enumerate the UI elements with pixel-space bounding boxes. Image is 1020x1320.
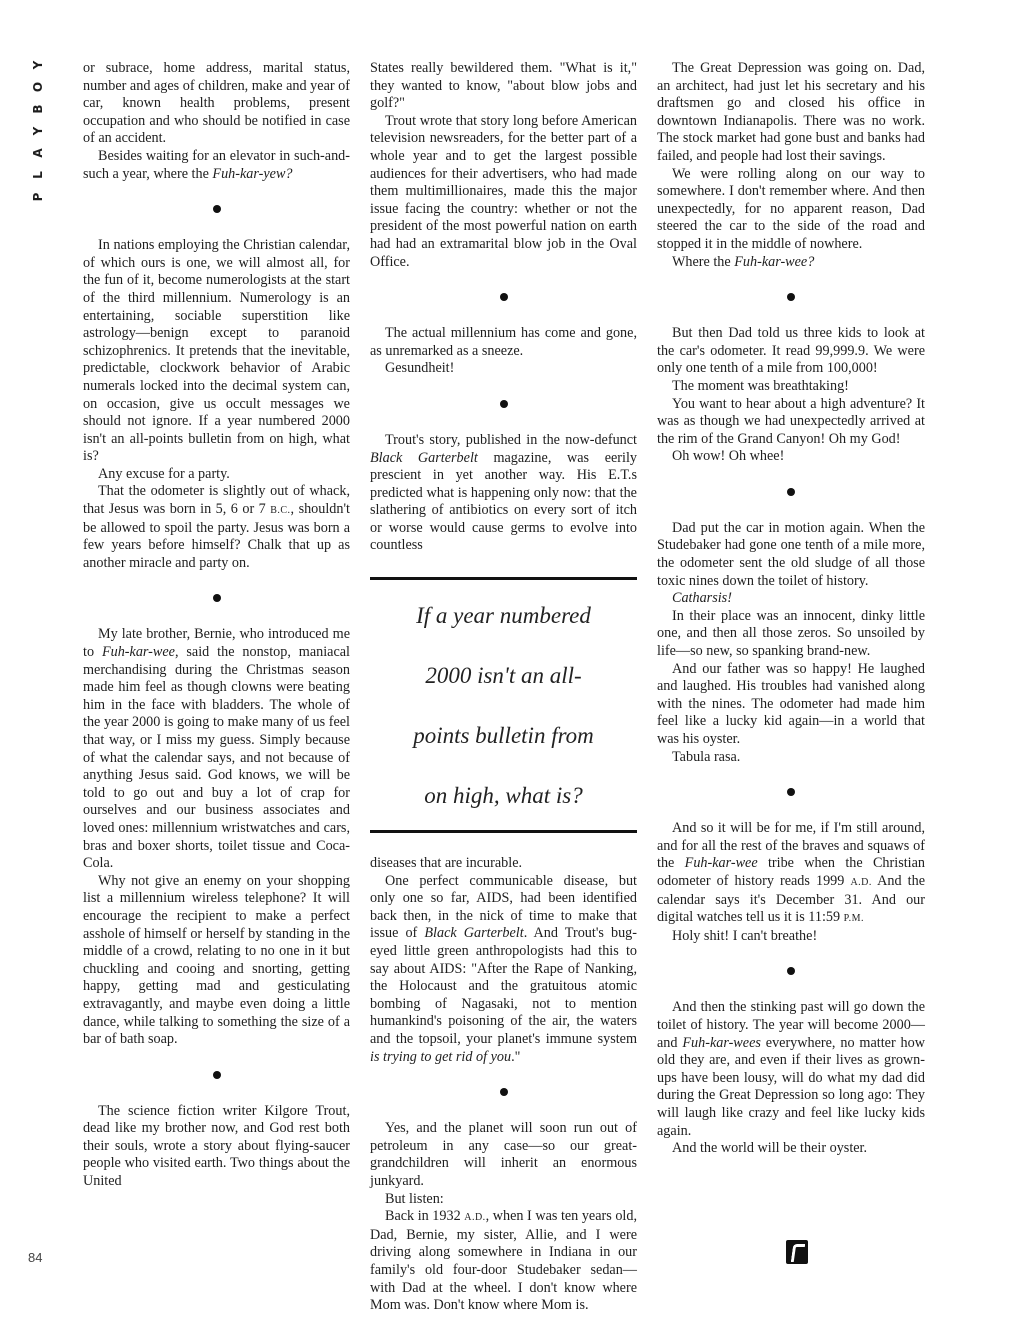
paragraph: Catharsis! <box>672 590 732 607</box>
running-head-letter: Y <box>31 60 45 70</box>
paragraph: Yes, and the planet will soon run out of petroleum in any case—so our great-grandchildren will inherit an enormous junkyard. <box>370 1120 637 1189</box>
pull-quote-line: 2000 isn't an all- <box>425 663 582 689</box>
running-head-letter: O <box>31 81 45 93</box>
paragraph: Back in 1932 A.D., when I was ten years old, Dad, Bernie, my sister, Allie, and I were driving along somewhere in Indiana in our family's old four-door Studebaker sedan—with Dad at the wheel. I don't know where Mom was. Don't know where Mom is. <box>370 1208 637 1314</box>
paragraph: Oh wow! Oh whee! <box>672 448 785 465</box>
paragraph: Tabula rasa. <box>672 748 741 765</box>
page-number: 84 <box>28 1250 43 1265</box>
paragraph: And then the stinking past will go down the toilet of history. The year will become 2000—and Fuh-kar-wees everywhere, no matter how old they are, and even if their lives as grown-ups have been lousy, will do what my dad did during the Great Depression so long ago: They will laugh like crazy and feel like lucky kids again. <box>657 999 925 1139</box>
paragraph: Besides waiting for an elevator in such-and-such a year, where the Fuh-kar-yew? <box>83 147 350 182</box>
running-head <box>26 58 46 218</box>
paragraph: Where the Fuh-kar-wee? <box>672 253 815 270</box>
section-bullet <box>657 766 925 820</box>
paragraph: That the odometer is slightly out of whack, that Jesus was born in 5, 6 or 7 B.C., shouldn't be allowed to spoil the party. Jesus was born a few years before himself? Chalk that up as another miracle and party on. <box>83 483 350 571</box>
column-1 <box>83 60 350 1191</box>
paragraph: And so it will be for me, if I'm still around, and for all the rest of the braves and squaws of the Fuh-kar-wee tribe when the Christian odometer of history reads 1999 A.D. And the calendar says it's December 31. And our digital watches tell us it is 11:59 P.M. <box>657 820 925 926</box>
section-bullet <box>370 378 637 432</box>
paragraph: Holy shit! I can't breathe! <box>672 927 818 944</box>
paragraph: In their place was an innocent, dinky little one, and then all those zeros. So unsoiled by life—so new, so spanking brand-new. <box>657 607 925 660</box>
running-head-letter: L <box>31 171 45 179</box>
paragraph: diseases that are incurable. <box>370 855 523 872</box>
paragraph: And our father was so happy! He laughed and laughed. His troubles had vanished along with the nines. The odometer had made him feel like a lucky kid again—in a world that was his oyster. <box>657 660 925 747</box>
paragraph: In nations employing the Christian calendar, of which ours is one, we will almost all, for the fun of it, become numerologists at the start of the third millennium. Numerology is an entertaining, sociable superstition like astrology—benign except to paranoid schizophrenics. It pretends that the inevitable, predictable, clockwork behavior of Arabic numerals locked into the decimal system can, on occasion, give us occult messages we should not ignore. If a year numbered 2000 isn't an all-points bulletin from on high, what is? <box>83 237 350 465</box>
paragraph: The moment was breathtaking! <box>672 377 849 394</box>
column-3 <box>657 60 925 1158</box>
paragraph: or subrace, home address, marital status, number and ages of children, make and year of car, known health problems, present occupation and who should be notified in case of an accident. <box>83 60 350 147</box>
paragraph: But then Dad told us three kids to look at the car's odometer. It read 99,999.9. We were only one tenth of a mile from 100,000! <box>657 325 925 377</box>
section-bullet <box>83 1049 350 1103</box>
section-bullet <box>83 572 350 626</box>
paragraph: The Great Depression was going on. Dad, an architect, had just let his secretary and his draftsmen go and closed his office in downtown Indianapolis. There was no work. The stock market had gone bust and banks had failed, and people had lost their savings. <box>657 60 925 164</box>
paragraph: Dad put the car in motion again. When the Studebaker had gone one tenth of a mile more, the odometer sent the old sludge of all those toxic nines down the toilet of history. <box>657 519 925 589</box>
pull-quote <box>370 577 637 833</box>
paragraph: One perfect communicable disease, but only one so far, AIDS, had been identified back then, in the nick of time to make that issue of Black Garterbelt. And Trout's bug-eyed little green anthropologists had this to say about AIDS: "After the Rape of Nanking, the Holocaust and the gratuitous atomic bombing of Nagasaki, not to mention humankind's poisoning of the air, the waters and the topsoil, your planet's immune system is trying to get rid of you." <box>370 872 638 1065</box>
running-head-letter: B <box>31 104 45 114</box>
paragraph: The actual millennium has come and gone, as unremarked as a sneeze. <box>370 325 637 359</box>
paragraph: Gesundheit! <box>385 360 455 377</box>
pull-quote-line: points bulletin from <box>413 723 594 749</box>
section-bullet <box>657 466 925 520</box>
running-head-letter: P <box>31 192 45 202</box>
paragraph: Trout wrote that story long before American television newsreaders, for the better part of a whole year and to get the largest possible audiences for their advertisers, who had made them multimillionaires, made this the major issue facing the country: whether or not the president of the most powerful nation on earth had had an extramarital blow job in the Oval Office. <box>370 112 637 270</box>
pull-quote-line: on high, what is? <box>424 783 583 809</box>
section-bullet <box>83 183 350 237</box>
paragraph: And the world will be their oyster. <box>672 1140 868 1157</box>
section-bullet <box>657 271 925 325</box>
pull-quote-line: If a year numbered <box>416 603 591 629</box>
paragraph: We were rolling along on our way to somewhere. I don't remember where. And then unexpectedly, for no apparent reason, Dad steered the car to the side of the road and stopped it in the middle of nowhere. <box>657 165 925 252</box>
paragraph: My late brother, Bernie, who introduced me to Fuh-kar-wee, said the nonstop, maniacal merchandising during the Christmas season made him feel as though clowns were beating him in the face with bladders. The whole of the year 2000 is going to make many of us feel that way, or I miss my guess. Simply because of what the calendar says, and not because of anything Jesus said. God knows, we will be told to go out and buy a lot of crap for ourselves and our business associates and loved ones: millennium wristwatches and cars, bras and boxer shorts, toilet tissue and Coca-Cola. <box>83 626 350 872</box>
section-bullet <box>657 945 925 999</box>
paragraph: But listen: <box>385 1190 444 1207</box>
running-head-letter: Y <box>31 126 45 136</box>
paragraph: Why not give an enemy on your shopping list a millennium wireless telephone? It will encourage the recipient to make a perfect asshole of himself or herself by standing in the middle of a crowd, relating to no one in it but chuckling and cooing and snorting, getting happy, getting mad and gesticulating extravagantly, and maybe even doing a little dance, while talking to something the size of a bar of bath soap. <box>83 872 350 1048</box>
paragraph: The science fiction writer Kilgore Trout, dead like my brother now, and God rest both their souls, wrote a story about flying-saucer people who visited earth. Two things about the United <box>83 1102 350 1190</box>
paragraph: Any excuse for a party. <box>98 465 230 482</box>
section-bullet <box>370 271 637 325</box>
section-bullet <box>370 1066 637 1120</box>
column-2 <box>370 60 637 1315</box>
running-head-letter: A <box>31 148 45 158</box>
paragraph: Trout's story, published in the now-defunct Black Garterbelt magazine, was eerily prescient in yet another way. His E.T.s predicted what is happening only now: that the slathering of antibiotics on every sort of itch or worse would cause germs to evolve into countless <box>370 431 637 554</box>
rabbit-head-end-mark-icon <box>786 1240 808 1264</box>
paragraph: States really bewildered them. "What is it," they wanted to know, "about blow jobs and golf?" <box>370 60 637 112</box>
paragraph: You want to hear about a high adventure? It was as though we had unexpectedly arrived at the rim of the Grand Canyon! Oh my God! <box>657 395 925 447</box>
